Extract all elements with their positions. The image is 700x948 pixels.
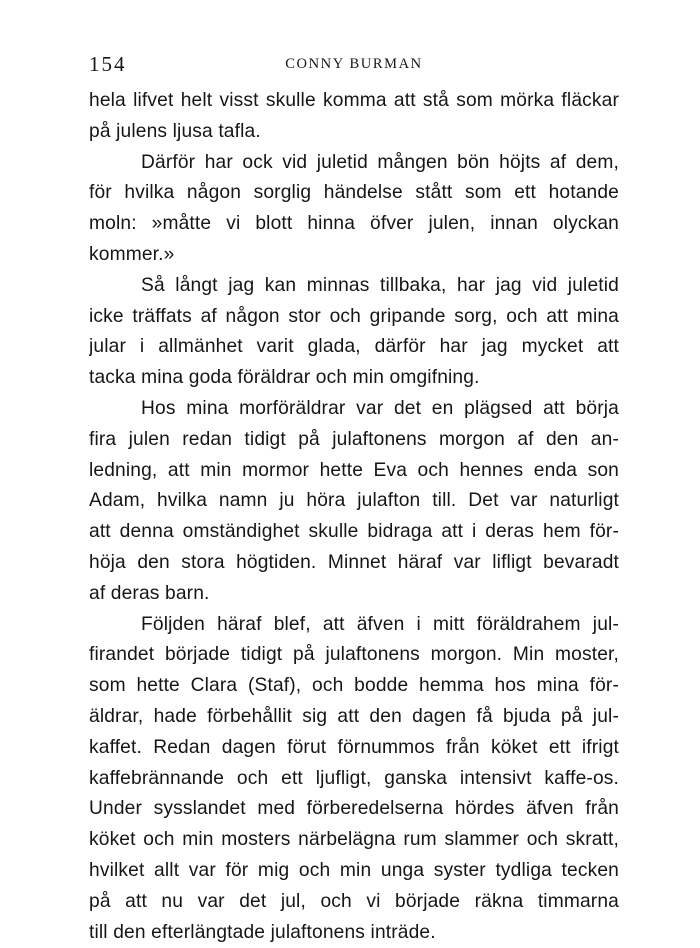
text-line: Följden häraf blef, att äfven i mitt föräldrahem jul- <box>141 613 619 635</box>
text-line: hvilket allt var för mig och min unga syster tydliga tecken <box>89 859 619 881</box>
paragraph <box>89 148 619 271</box>
text-line: jular i allmänhet varit glada, därför har jag mycket att <box>89 336 619 358</box>
paragraph <box>89 271 619 394</box>
text-line: att denna omständighet skulle bidraga att i deras hem för- <box>89 521 619 543</box>
text-line: moln: »måtte vi blott hinna öfver julen, innan olyckan <box>89 213 619 235</box>
text-line: Därför har ock vid juletid mången bön höjts af dem, <box>141 151 619 173</box>
text-line: tacka mina goda föräldrar och min omgifning. <box>89 367 480 389</box>
text-line: fira julen redan tidigt på julaftonens morgon af den an- <box>89 428 619 450</box>
text-line: af deras barn. <box>89 582 210 604</box>
text-line: för hvilka någon sorglig händelse stått som ett hotande <box>89 182 619 204</box>
text-line: icke träffats af någon stor och gripande sorg, och att mina <box>89 305 619 327</box>
text-line: ledning, att min mormor hette Eva och hennes enda son <box>89 459 619 481</box>
running-head-title: CONNY BURMAN <box>285 56 423 72</box>
page-number: 154 <box>89 52 127 76</box>
text-line: Hos mina morföräldrar var det en plägsed att börja <box>141 397 619 419</box>
text-line: till den efterlängtade julaftonens inträde. <box>89 921 436 943</box>
text-line: som hette Clara (Staf), och bodde hemma hos mina för- <box>89 675 619 697</box>
paragraph <box>89 86 619 148</box>
text-line: äldrar, hade förbehållit sig att den dagen få bjuda på jul- <box>89 705 619 727</box>
text-line: Under sysslandet med förberedelserna hördes äfven från <box>89 798 619 820</box>
text-line: kaffet. Redan dagen förut förnummos från köket ett ifrigt <box>89 736 619 758</box>
body-text <box>89 86 619 948</box>
text-line: kommer.» <box>89 243 175 265</box>
text-line: på julens ljusa tafla. <box>89 120 261 142</box>
text-line: Adam, hvilka namn ju höra julafton till. Det var naturligt <box>89 490 619 512</box>
text-line: på att nu var det jul, och vi började räkna timmarna <box>89 890 619 912</box>
text-line: kaffebrännande och ett ljufligt, ganska intensivt kaffe-os. <box>89 767 619 789</box>
text-line: firandet började tidigt på julaftonens morgon. Min moster, <box>89 644 619 666</box>
text-line: höja den stora högtiden. Minnet häraf var lifligt bevaradt <box>89 551 619 573</box>
text-line: köket och min mosters närbelägna rum slammer och skratt, <box>89 829 619 851</box>
text-line: hela lifvet helt visst skulle komma att stå som mörka fläckar <box>89 90 619 111</box>
paragraph <box>89 394 619 610</box>
running-head <box>89 52 619 78</box>
paragraph <box>89 610 619 948</box>
text-line: Så långt jag kan minnas tillbaka, har jag vid juletid <box>141 274 619 296</box>
